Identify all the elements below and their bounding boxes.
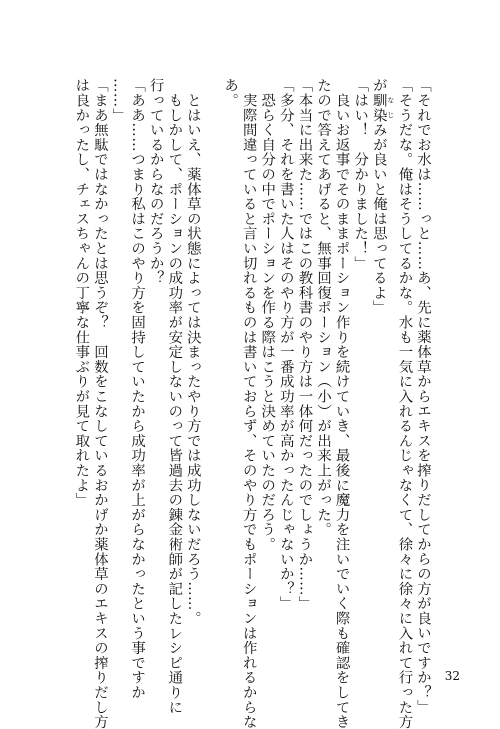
text-line-4: 「はい！ 分かりました！」: [352, 78, 369, 271]
blank-line: [202, 78, 221, 494]
page-number: 32: [444, 669, 460, 683]
text-line-12: とはいえ、薬体草の状態によっては決まったやり方では成功しないだろう……。: [184, 78, 201, 626]
text-line-16: ……」: [110, 78, 127, 123]
text-line-8: 「多分、それを書いた人はそのやり方が一番成功率が高かったんじゃないか？」: [277, 78, 294, 611]
text-line-1: 「それでお水は……っと……あ、先に薬体草からエキスを搾りだしてからの方が良いですか？」: [415, 78, 431, 715]
text-line-6: たので答えてあげると、無事回復ポーション（小）が出来上がった。: [315, 78, 332, 537]
text-line-3: が馴染 なじみが良いと俺は思ってるよ」: [370, 78, 395, 315]
text-line-7: 「本当に出来た……ではこの教科書のやり方は一体何だったのでしょうか……」: [296, 78, 313, 611]
text-line-10: 実際間違っていると言い切れるものは書いておらず、そのやり方でもポーションは作れるからな: [240, 78, 257, 729]
text-line-2: 「そうだな。俺はそうしてるかな。水も一気に入れるんじゃなくて、徐々に徐々に入れて行った方: [396, 78, 413, 729]
ruby-annotation: 馴染 なじ: [370, 92, 395, 123]
text-line-15: 「ああ……つまり私はこのやり方を固持していたから成功率が上がらなかったという事ですか: [129, 78, 146, 700]
text-line-14: 行っているからなのだろうか？: [147, 78, 164, 286]
text-line-18: は良かったし、チェスちゃんの丁寧な仕事ぶりが見て取れたよ」: [73, 78, 90, 508]
vertical-text-body: [72, 78, 432, 729]
text-line-13: もしかして、ポーションの成功率が安定しないのって皆過去の錬金術師が記したレシピ通りに: [166, 78, 183, 715]
text-line-11: あ。: [222, 78, 239, 108]
text-line-9: 恐らく自分の中でポーションを作る際はこうと決めていたのだろう。: [259, 78, 276, 552]
text-line-17: 「まあ無駄ではなかったとは思うぞ？ 回数をこなしているおかげか薬体草のエキスの搾りだし方: [91, 78, 108, 729]
text-line-5: 良いお返事でそのままポーション作りを続けていき、最後に魔力を注いでいく際も確認をしてき: [333, 78, 350, 729]
